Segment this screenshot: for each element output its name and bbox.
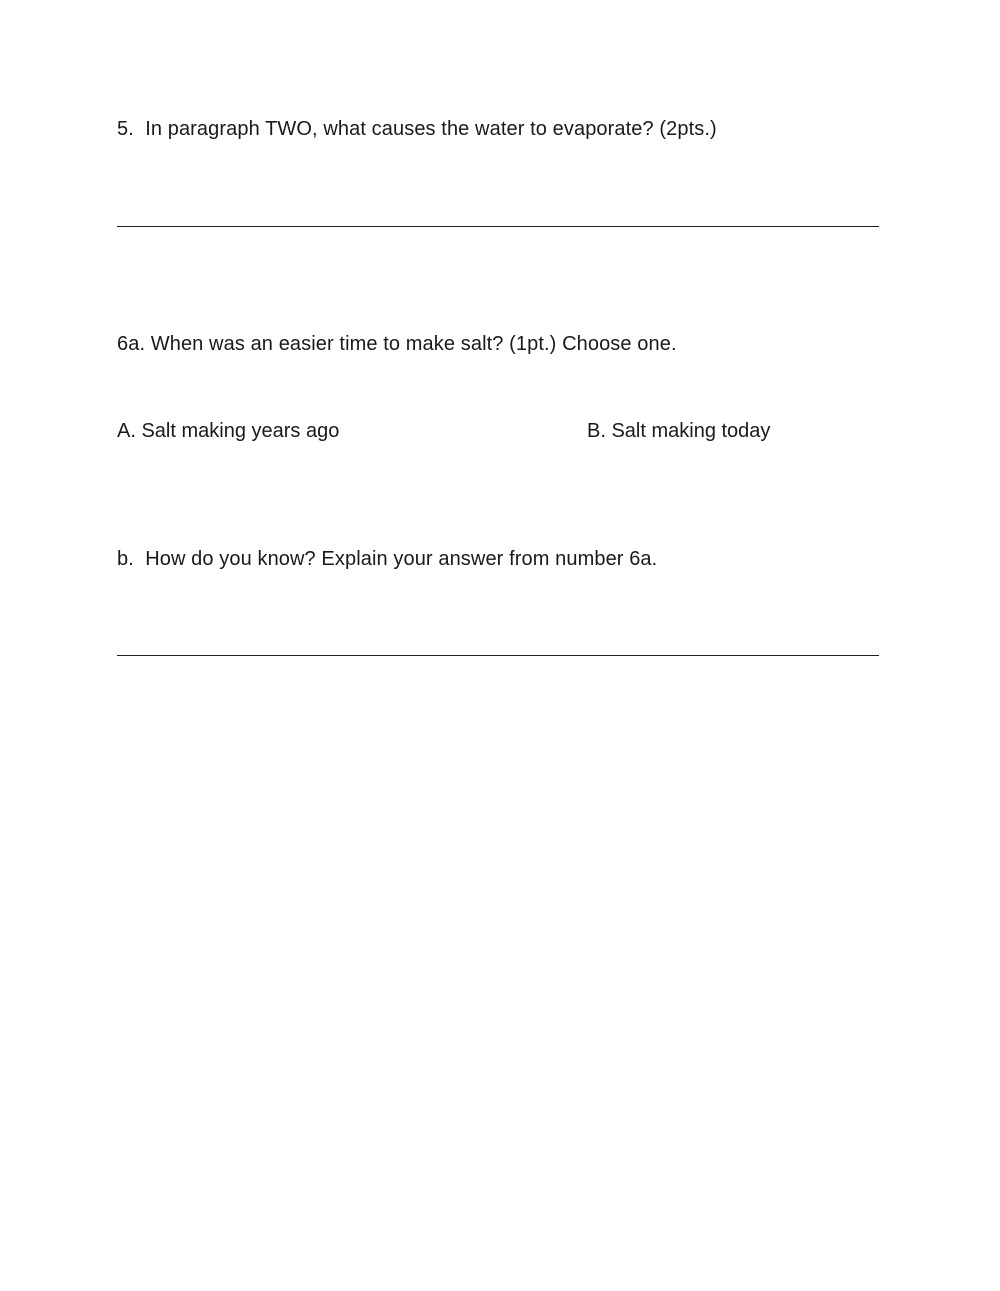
question-6a-text: 6a. When was an easier time to make salt? (1pt.) Choose one.: [117, 333, 677, 355]
question-6b-answer-line[interactable]: [117, 655, 879, 656]
question-5-text: 5. In paragraph TWO, what causes the water to evaporate? (2pts.): [117, 118, 717, 140]
choice-a[interactable]: A. Salt making years ago: [117, 420, 340, 442]
question-6b-text: b. How do you know? Explain your answer from number 6a.: [117, 548, 658, 570]
question-5-answer-line[interactable]: [117, 226, 879, 227]
choice-b[interactable]: B. Salt making today: [587, 420, 771, 442]
